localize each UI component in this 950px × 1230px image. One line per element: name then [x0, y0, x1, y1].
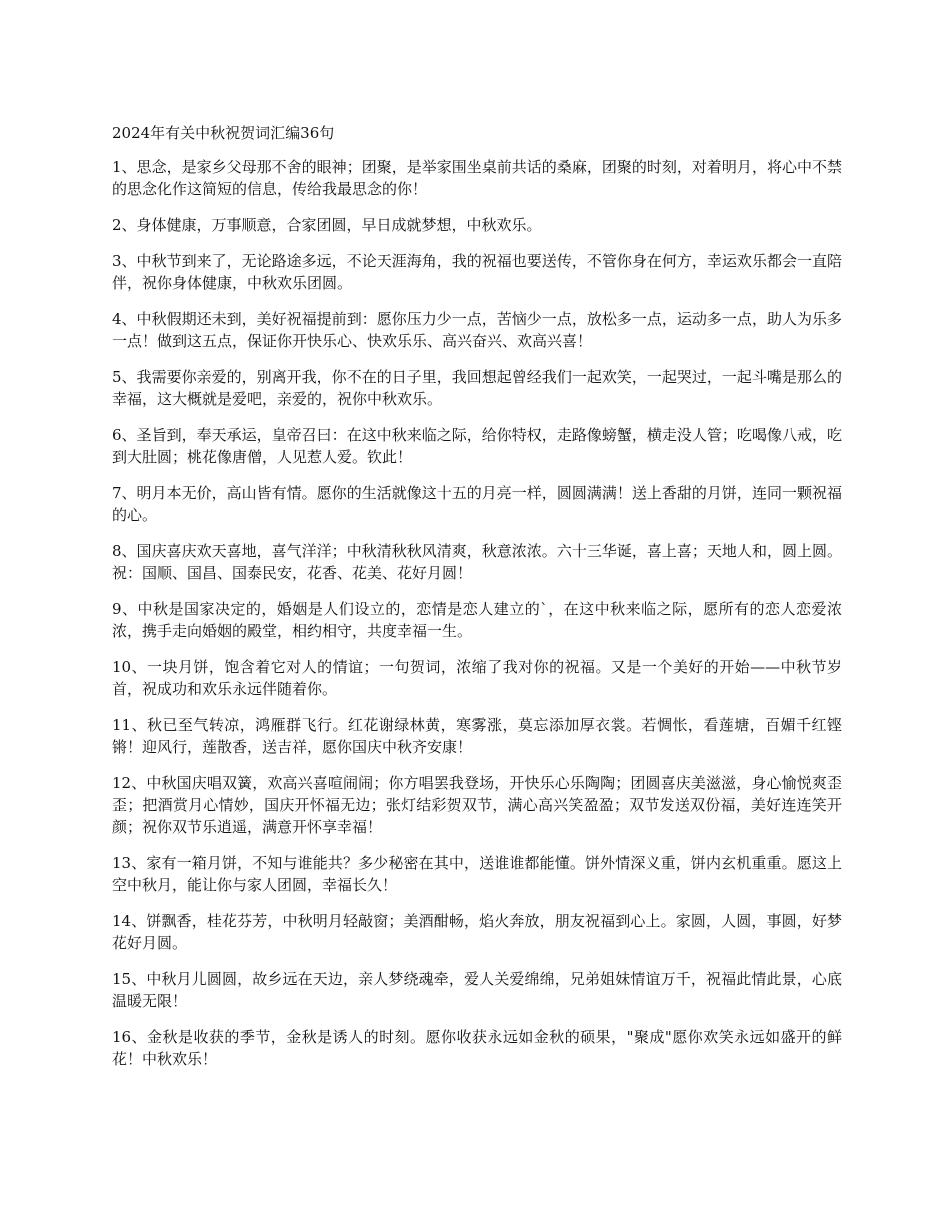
- paragraph-6: 6、圣旨到，奉天承运，皇帝召曰：在这中秋来临之际，给你特权，走路像螃蟹，横走没人管；吃喝像八戒，吃到大肚圆；桃花像唐僧，人见惹人爱。钦此！: [112, 426, 842, 466]
- paragraph-5: 5、我需要你亲爱的，别离开我，你不在的日子里，我回想起曾经我们一起欢笑，一起哭过，一起斗嘴是那么的幸福，这大概就是爱吧，亲爱的，祝你中秋欢乐。: [112, 368, 842, 408]
- paragraph-14: 14、饼飘香，桂花芬芳，中秋明月轻敲窗；美酒酣畅，焰火奔放，朋友祝福到心上。家圆，人圆，事圆，好梦花好月圆。: [112, 912, 842, 952]
- paragraph-10: 10、一块月饼，饱含着它对人的情谊；一句贺词，浓缩了我对你的祝福。又是一个美好的开始——中秋节岁首，祝成功和欢乐永远伴随着你。: [112, 658, 842, 698]
- paragraph-3: 3、中秋节到来了，无论路途多远，不论天涯海角，我的祝福也要送传，不管你身在何方，幸运欢乐都会一直陪伴，祝你身体健康，中秋欢乐团圆。: [112, 252, 842, 292]
- document-page: [112, 122, 842, 1084]
- paragraph-7: 7、明月本无价，高山皆有情。愿你的生活就像这十五的月亮一样，圆圆满满！送上香甜的月饼，连同一颗祝福的心。: [112, 484, 842, 524]
- paragraph-9: 9、中秋是国家决定的，婚姻是人们设立的，恋情是恋人建立的`，在这中秋来临之际，愿所有的恋人恋爱浓浓，携手走向婚姻的殿堂，相约相守，共度幸福一生。: [112, 600, 842, 640]
- paragraph-16: 16、金秋是收获的季节，金秋是诱人的时刻。愿你收获永远如金秋的硕果，"聚成"愿你欢笑永远如盛开的鲜花！中秋欢乐！: [112, 1028, 842, 1068]
- paragraph-13: 13、家有一箱月饼，不知与谁能共？多少秘密在其中，送谁谁都能懂。饼外情深义重，饼内玄机重重。愿这上空中秋月，能让你与家人团圆，幸福长久！: [112, 854, 842, 894]
- paragraph-8: 8、国庆喜庆欢天喜地，喜气洋洋；中秋清秋秋风清爽，秋意浓浓。六十三华诞，喜上喜；天地人和，圆上圆。祝：国顺、国昌、国泰民安，花香、花美、花好月圆！: [112, 542, 842, 582]
- paragraph-4: 4、中秋假期还未到，美好祝福提前到：愿你压力少一点，苦恼少一点，放松多一点，运动多一点，助人为乐多一点！做到这五点，保证你开快乐心、快欢乐乐、高兴奋兴、欢高兴喜！: [112, 310, 842, 350]
- paragraph-1: 1、思念，是家乡父母那不舍的眼神；团聚，是举家围坐桌前共话的桑麻，团聚的时刻，对着明月，将心中不禁的思念化作这简短的信息，传给我最思念的你！: [112, 158, 842, 198]
- document-title: 2024年有关中秋祝贺词汇编36句: [112, 124, 335, 142]
- paragraph-12: 12、中秋国庆唱双簧，欢高兴喜喧闹闹；你方唱罢我登场，开快乐心乐陶陶；团圆喜庆美滋滋，身心愉悦爽歪歪；把酒赏月心情妙，国庆开怀福无边；张灯结彩贺双节，满心高兴笑盈盈；双节发送双份福，美好连连笑开颜；祝你双节乐逍遥，满意开怀享幸福！: [112, 774, 842, 836]
- paragraph-2: 2、身体健康，万事顺意，合家团圆，早日成就梦想，中秋欢乐。: [112, 216, 542, 234]
- paragraph-15: 15、中秋月儿圆圆，故乡远在天边，亲人梦绕魂牵，爱人关爱绵绵，兄弟姐妹情谊万千，祝福此情此景，心底温暖无限！: [112, 970, 842, 1010]
- paragraph-11: 11、秋已至气转凉，鸿雁群飞行。红花谢绿林黄，寒雾涨，莫忘添加厚衣裳。若惆怅，看莲塘，百媚千红铿锵！迎风行，莲散香，送吉祥，愿你国庆中秋齐安康！: [112, 716, 842, 756]
